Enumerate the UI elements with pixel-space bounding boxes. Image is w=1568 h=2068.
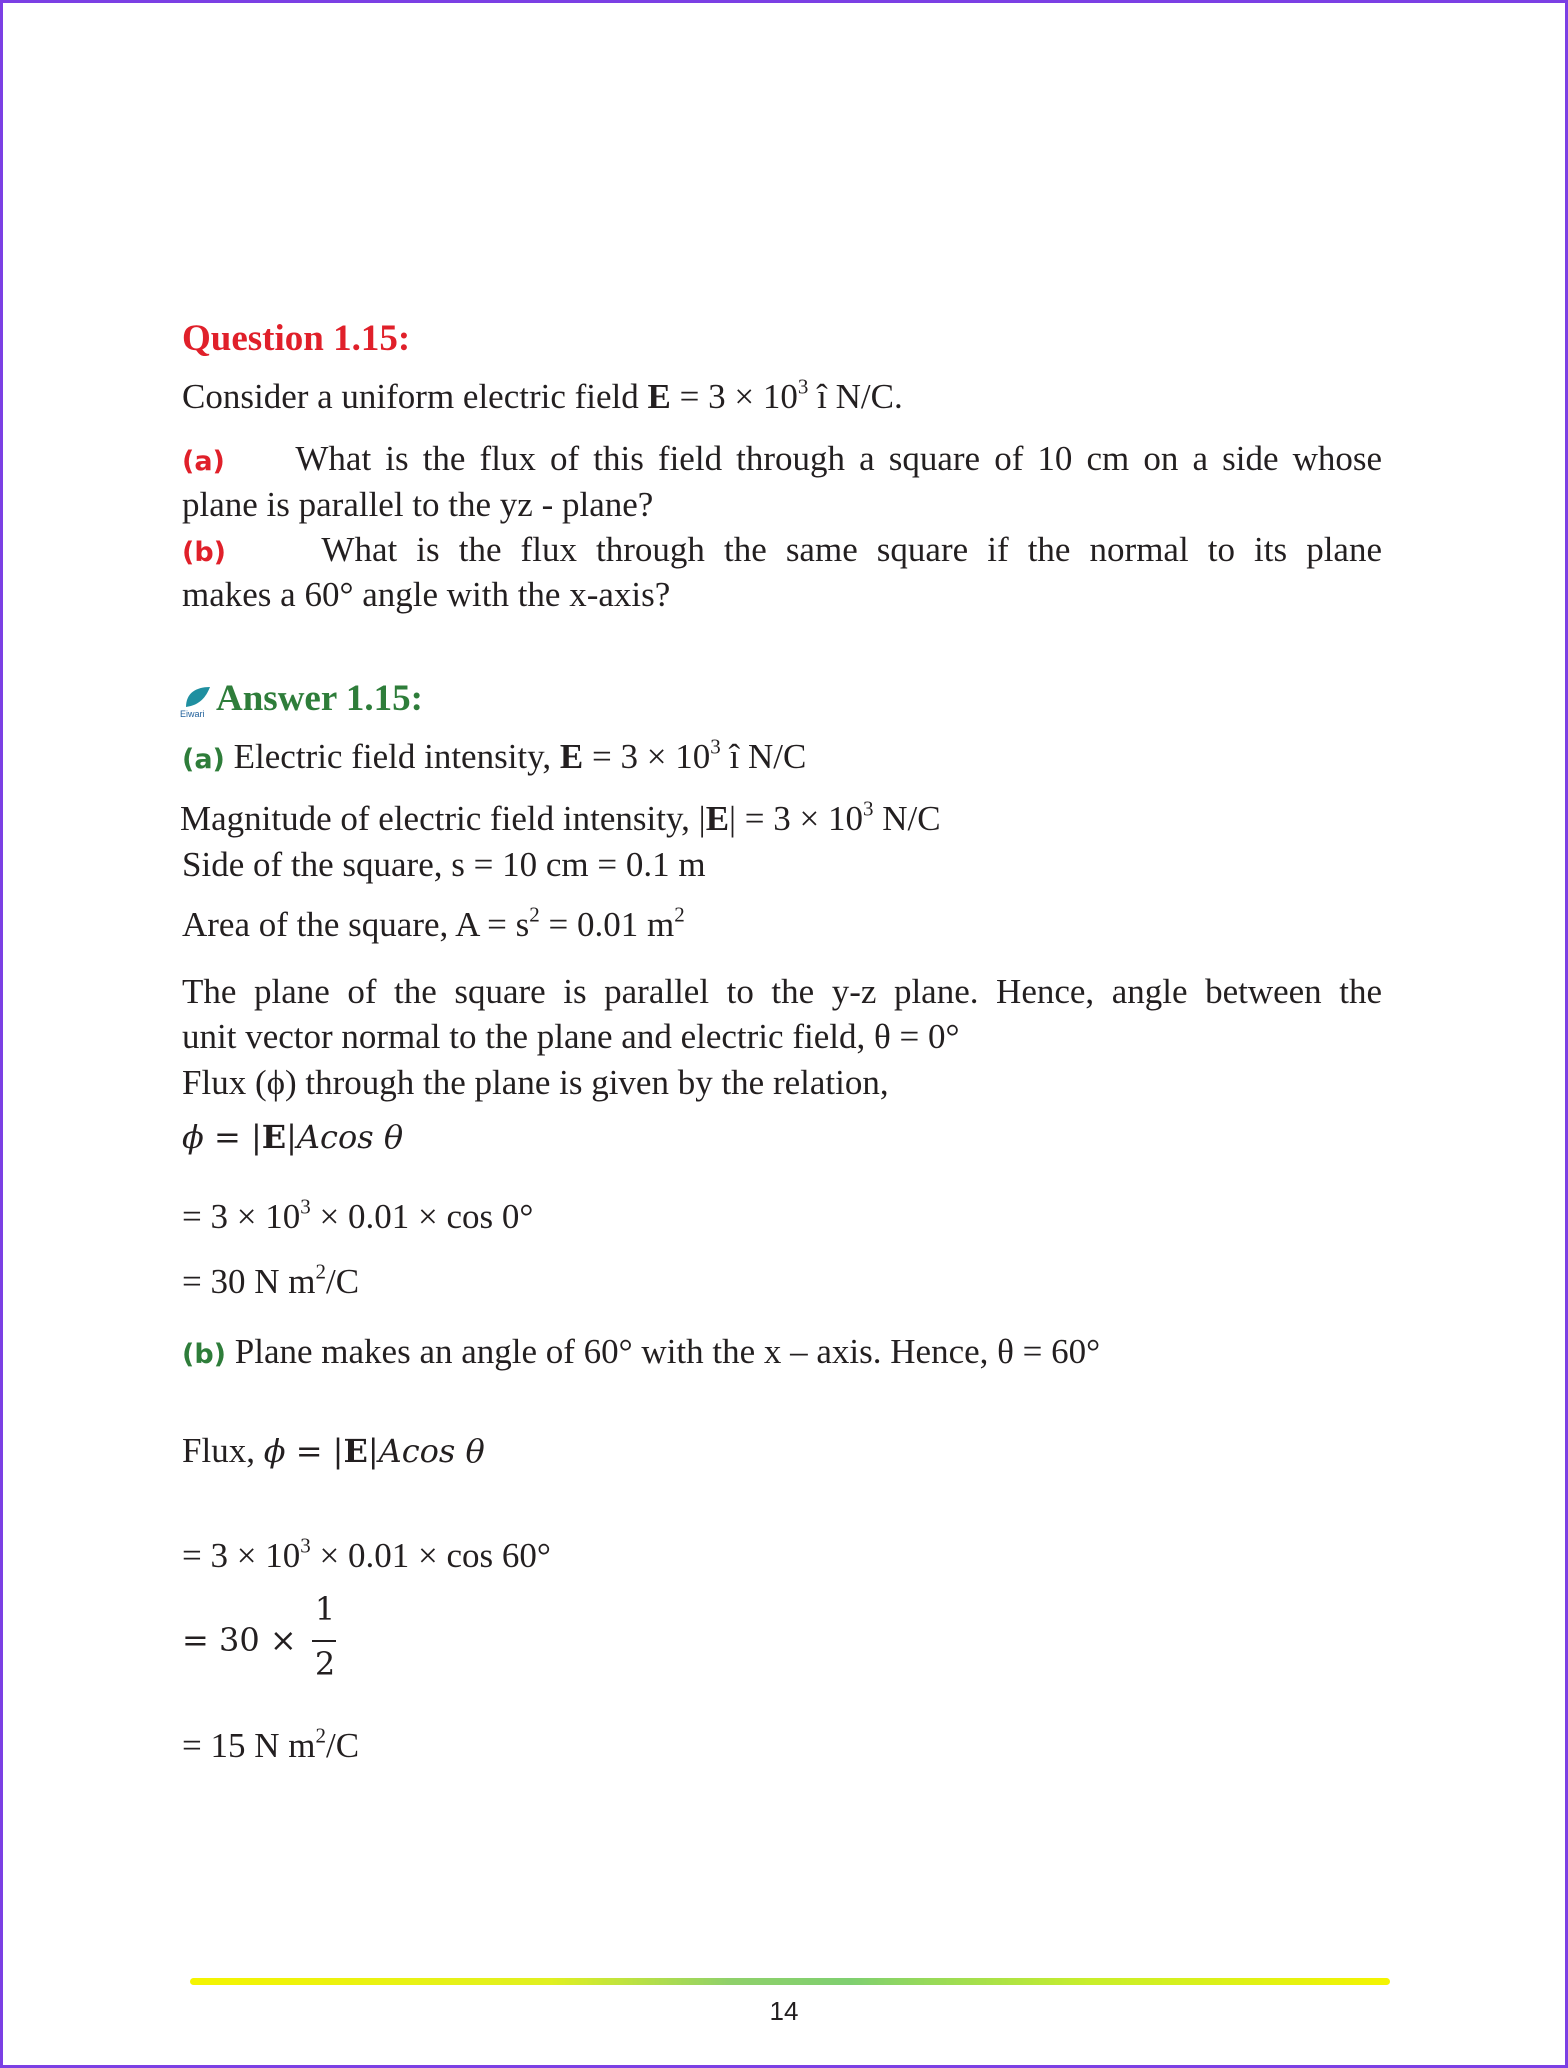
text: What is the flux of this field through a square of 10 cm on a side whose — [295, 439, 1382, 478]
plane-line-1: The plane of the square is parallel to the y-z plane. Hence, angle between the — [182, 972, 1382, 1011]
text: Flux, — [182, 1431, 264, 1470]
answer-title-row — [180, 676, 1380, 722]
text: |Acos θ — [367, 1432, 485, 1470]
area-line — [182, 902, 1382, 948]
flux-relation: Flux (ϕ) through the plane is given by the relation, — [182, 1063, 889, 1102]
exponent: 2 — [315, 1259, 326, 1284]
calc-b-1 — [182, 1533, 1382, 1579]
question-part-a-cont: plane is parallel to the yz - plane? — [182, 485, 654, 524]
text: = 0.01 m — [539, 905, 675, 944]
text: × 0.01 × cos 0° — [310, 1197, 534, 1236]
question-intro — [182, 374, 1382, 420]
text: Area of the square, A = s — [182, 905, 530, 944]
fraction-denominator: 2 — [314, 1645, 336, 1683]
exponent: 3 — [797, 374, 809, 399]
text: î N/C — [720, 737, 807, 776]
result-b — [182, 1723, 1382, 1769]
vector-e: E — [559, 737, 584, 776]
part-b-label: (b) — [182, 537, 227, 568]
tiwari-logo-icon — [180, 685, 212, 719]
vector-e: E — [261, 1118, 287, 1156]
vector-e: E — [343, 1432, 368, 1470]
flux-formula-a — [182, 1114, 1382, 1160]
exponent: 3 — [710, 734, 721, 759]
flux-formula-b — [182, 1428, 1382, 1474]
fraction-numerator: 1 — [314, 1590, 336, 1628]
exponent: 3 — [863, 796, 874, 821]
exponent: 2 — [315, 1723, 326, 1748]
part-a-label: (a) — [182, 446, 225, 477]
exponent: 2 — [529, 902, 540, 927]
text: = 3 × 10 — [182, 1197, 301, 1236]
text: × 0.01 × cos 60° — [310, 1536, 551, 1575]
vector-e: E — [705, 799, 730, 838]
svg-text:Eiwari: Eiwari — [180, 708, 205, 719]
side-line: Side of the square, s = 10 cm = 0.1 m — [182, 845, 706, 884]
question-part-b-cont: makes a 60° angle with the x-axis? — [182, 575, 671, 614]
part-a-label: (a) — [182, 744, 225, 775]
text: |Acos θ — [286, 1118, 404, 1156]
text: = 3 × 10 — [182, 1536, 301, 1575]
text: = 30 N m — [182, 1262, 316, 1301]
text: Consider a uniform electric field — [182, 377, 648, 416]
magnitude-line — [180, 796, 1380, 842]
calc-b-2: = 30 × — [182, 1621, 297, 1659]
result-a — [182, 1259, 1382, 1305]
exponent: 3 — [300, 1194, 311, 1219]
exponent: 3 — [300, 1533, 311, 1558]
page-number: 14 — [769, 1996, 799, 2026]
answer-b-line — [182, 1329, 1382, 1375]
part-b-label: (b) — [182, 1339, 227, 1370]
text: N/C — [873, 799, 941, 838]
vector-e: E — [647, 377, 671, 416]
text: ϕ = | — [263, 1432, 344, 1470]
text: = 15 N m — [182, 1726, 316, 1765]
text: î N/C. — [808, 377, 903, 416]
question-part-b — [182, 527, 1382, 573]
text: ϕ = | — [182, 1118, 262, 1156]
calc-a-1 — [182, 1194, 1382, 1240]
exponent: 2 — [674, 902, 685, 927]
question-title: Question 1.15: — [182, 318, 411, 359]
text: Magnitude of electric field intensity, | — [180, 799, 706, 838]
text: /C — [326, 1726, 360, 1765]
text: What is the flux through the same square if the normal to its plane — [321, 530, 1382, 569]
fraction-bar — [312, 1640, 336, 1642]
text: /C — [326, 1262, 360, 1301]
plane-line-2: unit vector normal to the plane and electric field, θ = 0° — [182, 1017, 960, 1056]
footer-divider — [190, 1978, 1390, 1985]
text: | = 3 × 10 — [729, 799, 864, 838]
answer-a-line — [182, 734, 1382, 780]
text: = 3 × 10 — [583, 737, 711, 776]
text: Electric field intensity, — [224, 737, 560, 776]
text: Plane makes an angle of 60° with the x – axis. Hence, θ = 60° — [226, 1332, 1101, 1371]
answer-title: Answer 1.15: — [216, 678, 423, 719]
question-part-a — [182, 436, 1382, 482]
text: = 3 × 10 — [670, 377, 798, 416]
